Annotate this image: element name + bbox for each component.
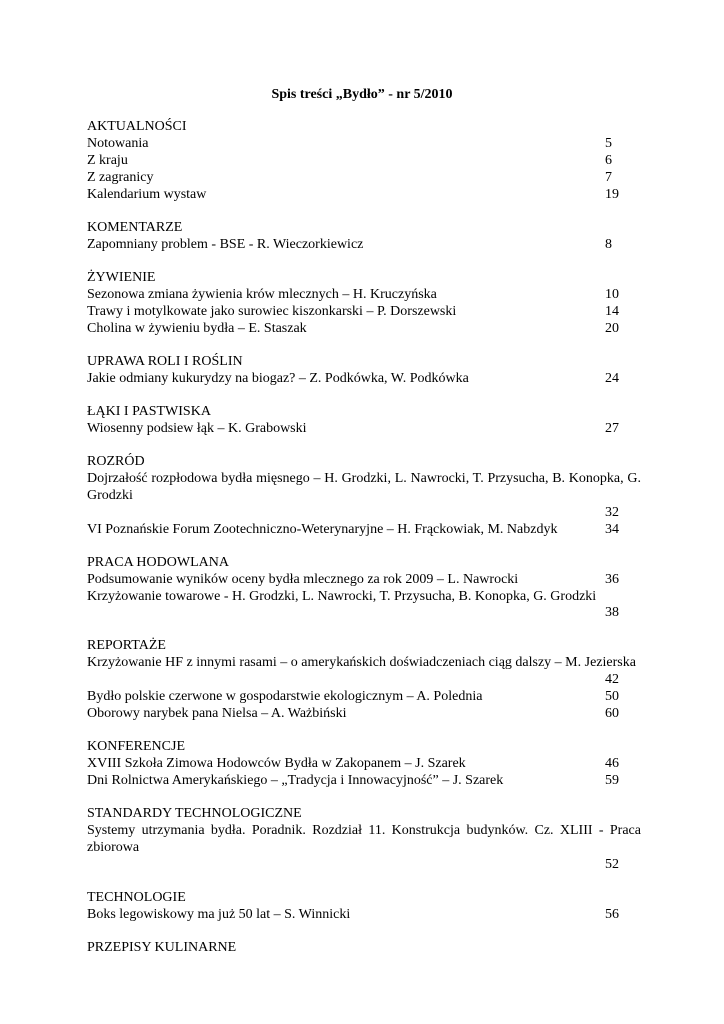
toc-section <box>87 806 641 874</box>
toc-entry <box>87 371 641 388</box>
section-heading: ROZRÓD <box>87 454 145 469</box>
entry-title: Oborowy narybek pana Nielsa – A. Ważbiński <box>87 706 347 722</box>
section-heading: KONFERENCJE <box>87 739 186 755</box>
section-heading: AKTUALNOŚCI <box>87 119 187 134</box>
entry-page-number: 8 <box>605 237 612 252</box>
toc-entry <box>87 773 641 790</box>
entry-page-number: 14 <box>605 304 619 319</box>
toc-entry <box>87 706 641 723</box>
section-heading: UPRAWA ROLI I ROŚLIN <box>87 354 243 369</box>
entry-page-number: 7 <box>605 170 612 185</box>
toc-entry <box>87 823 641 874</box>
entry-title: Bydło polskie czerwone w gospodarstwie ekologicznym – A. Polednia <box>87 689 483 705</box>
entry-title: Podsumowanie wyników oceny bydła mlecznego za rok 2009 – L. Nawrocki <box>87 571 519 587</box>
toc-section <box>87 220 641 254</box>
entry-title: Z kraju <box>87 153 128 168</box>
entry-title: Sezonowa zmiana żywienia krów mlecznych – H. Kruczyńska <box>87 287 437 302</box>
entry-title: Zapomniany problem - BSE - R. Wieczorkiewicz <box>87 237 364 252</box>
toc-entry <box>87 655 641 689</box>
toc-entry <box>87 471 641 522</box>
toc-entry <box>87 187 641 204</box>
entry-title: Jakie odmiany kukurydzy na biogaz? – Z. Podkówka, W. Podkówka <box>87 371 469 386</box>
entry-page-number: 19 <box>605 187 619 202</box>
toc-section <box>87 404 641 438</box>
section-heading: STANDARDY TECHNOLOGICZNE <box>87 806 302 822</box>
toc-entry <box>87 589 641 623</box>
section-heading: ŻYWIENIE <box>87 270 156 285</box>
entry-page-number: 52 <box>605 856 619 872</box>
entry-title: VI Poznańskie Forum Zootechniczno-Weterynaryjne – H. Frąckowiak, M. Nabzdyk <box>87 521 558 537</box>
toc-entry <box>87 522 641 539</box>
entry-page-number: 5 <box>605 136 612 151</box>
toc-entry <box>87 756 641 773</box>
entry-page-number: 32 <box>605 504 619 520</box>
entry-title: Krzyżowanie HF z innymi rasami – o amerykańskich doświadczeniach ciąg dalszy – M. Jezierska <box>87 655 636 671</box>
entry-title: Systemy utrzymania bydła. Poradnik. Rozdział 11. Konstrukcja budynków. Cz. XLIII - Praca zbiorowa <box>87 823 641 855</box>
toc-entry <box>87 136 641 153</box>
section-heading: TECHNOLOGIE <box>87 889 186 905</box>
entry-title: Krzyżowanie towarowe - H. Grodzki, L. Nawrocki, T. Przysucha, B. Konopka, G. Grodzki <box>87 588 597 604</box>
section-heading: PRACA HODOWLANA <box>87 554 229 570</box>
entry-page-number: 46 <box>605 756 619 772</box>
toc-entry <box>87 907 641 924</box>
entry-title: Dojrzałość rozpłodowa bydła mięsnego – H. Grodzki, L. Nawrocki, T. Przysucha, B. Konopka, G. Grodzki <box>87 471 641 503</box>
toc-entry <box>87 304 641 321</box>
entry-title: Trawy i motylkowate jako surowiec kiszonkarski – P. Dorszewski <box>87 304 457 319</box>
toc-section <box>87 354 641 388</box>
entry-page-number: 56 <box>605 906 619 922</box>
entry-title: Dni Rolnictwa Amerykańskiego – „Tradycja i Innowacyjność” – J. Szarek <box>87 773 504 789</box>
entry-title: Notowania <box>87 136 149 151</box>
entry-page-number: 50 <box>605 689 619 705</box>
entry-page-number: 36 <box>605 571 619 587</box>
entry-title: Wiosenny podsiew łąk – K. Grabowski <box>87 421 307 436</box>
toc-section <box>87 638 641 723</box>
toc-section <box>87 555 641 623</box>
toc-section <box>87 940 641 957</box>
entry-page-number: 42 <box>605 672 619 688</box>
toc-entry <box>87 321 641 338</box>
section-heading: REPORTAŻE <box>87 638 166 654</box>
entry-title: Cholina w żywieniu bydła – E. Staszak <box>87 321 307 336</box>
toc-section <box>87 119 641 204</box>
entry-page-number: 34 <box>605 521 619 537</box>
page-title: Spis treści „Bydło” - nr 5/2010 <box>271 87 453 102</box>
toc-entry <box>87 689 641 706</box>
toc-entry <box>87 170 641 187</box>
entry-page-number: 20 <box>605 321 619 336</box>
toc-entry <box>87 421 641 438</box>
entry-page-number: 60 <box>605 706 619 722</box>
entry-title: Kalendarium wystaw <box>87 187 207 202</box>
toc-section <box>87 739 641 790</box>
toc-section <box>87 454 641 539</box>
section-heading: PRZEPISY KULINARNE <box>87 939 237 955</box>
table-of-contents <box>87 119 641 973</box>
entry-page-number: 59 <box>605 773 619 789</box>
toc-entry <box>87 572 641 589</box>
toc-entry <box>87 237 641 254</box>
toc-section <box>87 270 641 338</box>
section-heading: KOMENTARZE <box>87 220 183 235</box>
toc-section <box>87 890 641 924</box>
section-heading: ŁĄKI I PASTWISKA <box>87 404 211 419</box>
entry-page-number: 10 <box>605 287 619 302</box>
entry-page-number: 24 <box>605 371 619 386</box>
toc-entry <box>87 153 641 170</box>
entry-title: XVIII Szkoła Zimowa Hodowców Bydła w Zakopanem – J. Szarek <box>87 756 466 772</box>
entry-page-number: 6 <box>605 153 612 168</box>
entry-title: Z zagranicy <box>87 170 154 185</box>
entry-page-number: 27 <box>605 421 619 436</box>
entry-page-number: 38 <box>605 605 619 621</box>
entry-title: Boks legowiskowy ma już 50 lat – S. Winnicki <box>87 906 351 922</box>
toc-entry <box>87 287 641 304</box>
